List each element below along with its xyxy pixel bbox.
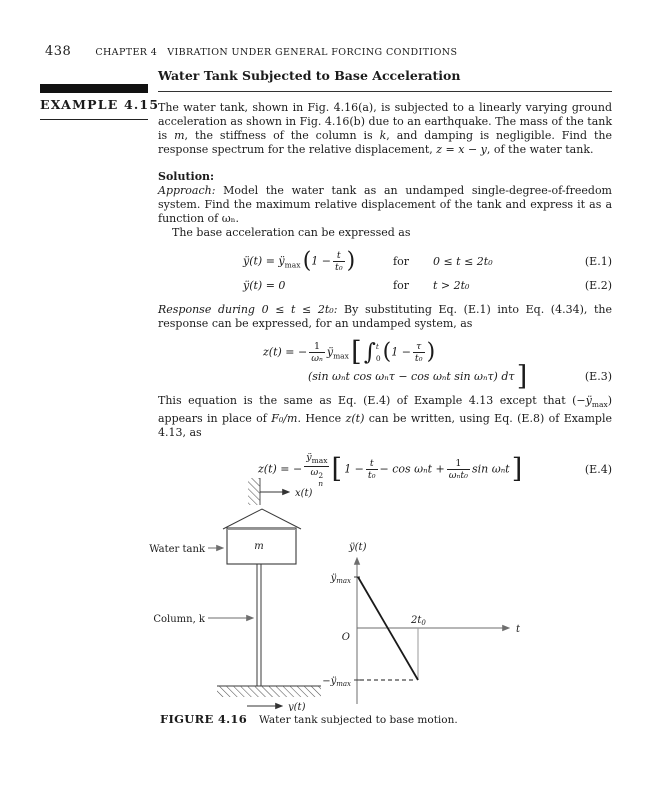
eq-e3-coeff: ÿ bbox=[326, 345, 334, 359]
ground-hatch bbox=[217, 686, 321, 697]
intro-paragraph bbox=[158, 101, 612, 157]
fraction-tau-over-t0 bbox=[413, 341, 425, 364]
top-wall-hatch bbox=[248, 478, 260, 505]
frac-num: 1 bbox=[314, 341, 321, 352]
for-word: for bbox=[393, 254, 409, 268]
column-label bbox=[153, 614, 206, 625]
intro-text: The water tank, shown in Fig. 4.16(a), is subjected to a linearly varying ground acceleration as shown in Fig. 4.16(b) due to an earthquake. The mass of the tank is bbox=[158, 101, 612, 142]
var-m: m bbox=[174, 129, 185, 142]
eq-e3-tag: (E.3) bbox=[584, 370, 612, 383]
sub-max: max bbox=[591, 400, 608, 410]
open-paren: ( bbox=[382, 339, 392, 365]
eq-e3-coeff-sub: max bbox=[333, 351, 349, 361]
example-title: Water Tank Subjected to Base Acceleration bbox=[158, 68, 461, 83]
frac-den: ωₙt₀ bbox=[448, 470, 468, 482]
response-text: By substituting Eq. (E.1) into Eq. (4.34), the response can be expressed, for an undamped system, as bbox=[158, 303, 612, 330]
chapter-label: CHAPTER 4 bbox=[95, 47, 158, 58]
t-axis-label bbox=[516, 624, 521, 635]
approach-paragraph bbox=[158, 184, 612, 226]
running-header bbox=[45, 44, 612, 59]
figure-caption-label: FIGURE 4.16 bbox=[160, 712, 248, 726]
origin-text: O bbox=[341, 632, 350, 643]
frac-num bbox=[304, 452, 329, 466]
sup-2: 2 bbox=[318, 471, 324, 481]
sub-n: n bbox=[318, 478, 324, 488]
page-number: 438 bbox=[45, 44, 72, 59]
water-tank-text: Water tank bbox=[149, 544, 205, 555]
chapter-title: VIBRATION UNDER GENERAL FORCING CONDITIONS bbox=[167, 47, 458, 58]
open-paren: ( bbox=[302, 248, 312, 274]
two-t0-base: 2t bbox=[411, 615, 422, 626]
eq-e1-sub-max: max bbox=[284, 260, 301, 270]
eq-e1-math bbox=[243, 250, 393, 273]
example-label: EXAMPLE 4.15 bbox=[40, 97, 160, 112]
approach-text: Model the water tank as an undamped single-degree-of-freedom system. Find the maximum relative displacement of the tank and express it as a function of ωₙ. bbox=[158, 184, 612, 225]
mass-label bbox=[254, 541, 263, 552]
eq-e2-math: ÿ(t) = 0 bbox=[243, 279, 286, 292]
frac-num: τ bbox=[416, 341, 422, 352]
eq-e1-lhs: ÿ(t) = ÿ bbox=[243, 254, 285, 268]
frac-num-sub: max bbox=[311, 456, 328, 466]
integral-sign: ∫ bbox=[363, 339, 376, 366]
intro-text: , the stiffness of the column is bbox=[184, 129, 380, 142]
y-axis-text: ÿ(t) bbox=[349, 542, 367, 553]
frac-den: t₀ bbox=[335, 262, 343, 273]
comparison-paragraph bbox=[158, 394, 612, 440]
y-of-t-text: y(t) bbox=[288, 702, 306, 711]
eq-e2-condition: t > 2t₀ bbox=[432, 279, 470, 292]
solution-heading: Solution: bbox=[158, 170, 215, 183]
intro-text: , of the water tank. bbox=[486, 143, 594, 156]
frac-den-base: ω bbox=[310, 467, 319, 479]
figure-4-16 bbox=[37, 476, 612, 715]
var-z: z = x − y bbox=[436, 143, 487, 156]
eq-e4-lhs: z(t) = − bbox=[258, 462, 303, 476]
water-tank-label bbox=[149, 544, 206, 555]
two-t0-sub: 0 bbox=[421, 619, 426, 627]
acceleration-graph bbox=[322, 542, 521, 704]
frac-num: t bbox=[369, 458, 374, 470]
equation-e2 bbox=[158, 279, 612, 293]
neg-ymax-base: −ÿ bbox=[322, 676, 337, 687]
origin-label bbox=[342, 632, 350, 643]
eq-e1-tag: (E.1) bbox=[584, 254, 612, 268]
eq-e3-trig-terms: (sin ωₙt cos ωₙτ − cos ωₙt sin ωₙτ) dτ bbox=[308, 370, 515, 383]
fraction-1-over-wn bbox=[309, 341, 325, 364]
integral-limits bbox=[376, 343, 381, 363]
eq-e3-lhs: z(t) = − bbox=[263, 345, 308, 359]
eq-e4-terms3: sin ωₙt bbox=[471, 462, 510, 476]
intro-text: , and damping is negligible. Find the response spectrum for the relative displacement, bbox=[158, 129, 612, 156]
equation-e1 bbox=[158, 250, 612, 273]
var-yddot: ÿ bbox=[585, 394, 592, 407]
neg-ymax-sub: max bbox=[336, 680, 351, 688]
mass-text: m bbox=[254, 541, 264, 552]
open-bracket: [ bbox=[351, 336, 362, 368]
title-rule bbox=[158, 91, 612, 92]
frac-num-base: ÿ bbox=[306, 452, 312, 464]
y-of-t-label bbox=[287, 702, 306, 711]
example-black-bar bbox=[40, 84, 148, 93]
ymax-sub: max bbox=[336, 577, 351, 585]
response-lead: Response during 0 ≤ t ≤ 2t₀: bbox=[158, 303, 338, 316]
frac-num: t bbox=[336, 250, 341, 261]
example-rule bbox=[40, 119, 148, 120]
figure-caption bbox=[160, 712, 610, 726]
eq-e4-terms2: − cos ωₙt + bbox=[379, 462, 445, 476]
eq-e3-math-line1 bbox=[263, 336, 436, 368]
tank-diagram bbox=[149, 478, 324, 711]
eq-e1-inner: 1 − bbox=[311, 254, 331, 268]
eq-e3-math-line2 bbox=[308, 361, 528, 392]
figure-svg bbox=[37, 476, 612, 711]
eq-e1-condition: 0 ≤ t ≤ 2t₀ bbox=[432, 254, 493, 268]
t-axis-text: t bbox=[516, 624, 521, 635]
for-word: for bbox=[393, 279, 409, 292]
equation-e3-line1 bbox=[158, 336, 612, 368]
eq-e2-tag: (E.2) bbox=[584, 279, 612, 292]
eq-e4-terms1: 1 − bbox=[344, 462, 364, 476]
response-paragraph bbox=[158, 303, 612, 331]
x-of-t-label bbox=[295, 488, 313, 499]
eq-e4-tag: (E.4) bbox=[584, 462, 612, 476]
var-zt: z(t) bbox=[345, 412, 365, 426]
close-bracket: ] bbox=[511, 453, 523, 485]
integral-upper: t bbox=[375, 341, 379, 351]
eq-e3-inner: 1 − bbox=[391, 345, 411, 359]
main-column bbox=[158, 68, 612, 497]
frac-den: ωₙ bbox=[311, 353, 323, 364]
comparison-text: . Hence bbox=[297, 412, 346, 426]
x-of-t-text: x(t) bbox=[295, 488, 313, 499]
tank-roof bbox=[223, 509, 301, 529]
frac-num: 1 bbox=[455, 458, 462, 470]
figure-caption-text: Water tank subjected to base motion. bbox=[259, 714, 458, 726]
comparison-text: ) appears in place of bbox=[158, 394, 612, 426]
equation-e3-line2 bbox=[158, 361, 612, 392]
open-bracket: [ bbox=[331, 453, 342, 485]
two-t0-label bbox=[410, 615, 426, 627]
integral-lower: 0 bbox=[375, 353, 381, 363]
comparison-text: This equation is the same as Eq. (E.4) of Example 4.13 except that (− bbox=[158, 394, 586, 407]
approach-label: Approach: bbox=[158, 184, 216, 197]
ymax-base: ÿ bbox=[330, 573, 337, 584]
frac-den: t₀ bbox=[367, 470, 376, 482]
y-axis-label bbox=[348, 542, 367, 553]
base-accel-lead: The base acceleration can be expressed as bbox=[172, 226, 411, 239]
neg-ymax-label bbox=[322, 676, 351, 688]
fraction-t-over-t0 bbox=[333, 250, 345, 273]
ymax-label bbox=[330, 573, 351, 585]
frac-den: t₀ bbox=[414, 353, 423, 364]
example-block bbox=[40, 84, 160, 120]
column-text: Column, k bbox=[153, 614, 205, 625]
var-f0-over-m: F₀/m bbox=[271, 412, 298, 426]
var-k: k bbox=[379, 129, 387, 142]
close-paren: ) bbox=[426, 339, 436, 365]
comparison-text: can be written, using Eq. (E.8) of Example 4.13, as bbox=[158, 412, 612, 440]
close-paren: ) bbox=[346, 248, 356, 274]
close-bracket: ] bbox=[516, 361, 528, 392]
